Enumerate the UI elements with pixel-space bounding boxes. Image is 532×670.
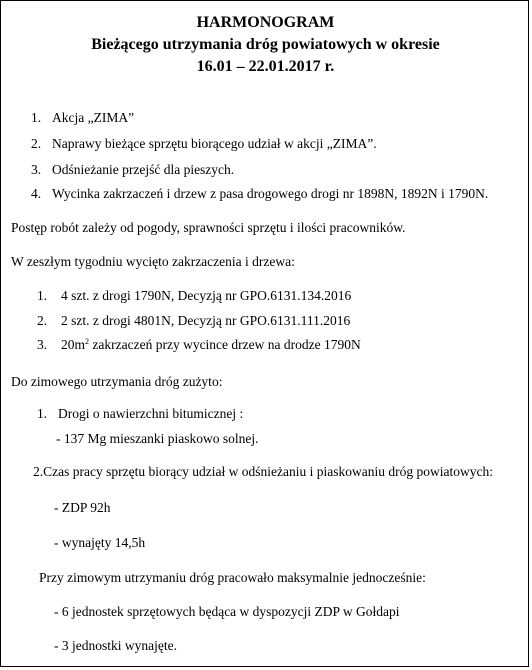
- last-week-item: [61, 337, 361, 353]
- last-week-item: 4 szt. z drogi 1790N, Decyzją nr GPO.6131.134.2016: [61, 288, 352, 303]
- area-description: zakrzaczeń przy wycince drzew na drodze 1790N: [89, 337, 361, 352]
- winter-item-1-detail: - 137 Mg mieszanki piaskowo solnej.: [56, 431, 259, 446]
- simultaneous-units-zdp: - 6 jednostek sprzętowych będąca w dyspozycji ZDP w Gołdapi: [54, 604, 400, 619]
- winter-item-2: 2.Czas pracy sprzętu biorący udział w odśnieżaniu i piaskowaniu dróg powiatowych:: [33, 464, 493, 479]
- document-title: HARMONOGRAM: [196, 14, 335, 31]
- task-number: 1.: [31, 110, 42, 125]
- last-week-number: 1.: [37, 288, 48, 303]
- task-number: 2.: [31, 136, 42, 151]
- task-item: Naprawy bieżące sprzętu biorącego udział w akcji „ZIMA”.: [52, 136, 377, 151]
- document-subtitle: Bieżącego utrzymania dróg powiatowych w okresie: [91, 36, 440, 53]
- last-week-item: 2 szt. z drogi 4801N, Decyzją nr GPO.6131.111.2016: [61, 313, 351, 328]
- task-number: 3.: [31, 162, 42, 177]
- task-item: Wycinka zakrzaczeń i drzew z pasa drogowego drogi nr 1898N, 1892N i 1790N.: [52, 186, 489, 201]
- last-week-intro: W zeszłym tygodniu wycięto zakrzaczenia i drzewa:: [11, 254, 295, 269]
- winter-intro: Do zimowego utrzymania dróg zużyto:: [11, 374, 223, 389]
- task-item: Odśnieżanie przejść dla pieszych.: [52, 162, 235, 177]
- area-value: 20m: [61, 337, 86, 352]
- area-unit-exponent: 2: [85, 337, 90, 346]
- last-week-number: 2.: [37, 313, 48, 328]
- simultaneous-units-rented: - 3 jednostki wynajęte.: [54, 638, 177, 653]
- equipment-hours-rented: - wynajęty 14,5h: [54, 535, 146, 550]
- simultaneous-intro: Przy zimowym utrzymaniu dróg pracowało maksymalnie jednocześnie:: [39, 570, 426, 585]
- task-number: 4.: [31, 186, 42, 201]
- winter-item-1: Drogi o nawierzchni bitumicznej :: [58, 406, 244, 421]
- progress-note: Postęp robót zależy od pogody, sprawności sprzętu i ilości pracowników.: [11, 220, 406, 235]
- document-period: 16.01 – 22.01.2017 r.: [196, 58, 335, 75]
- last-week-number: 3.: [37, 337, 48, 352]
- equipment-hours-zdp: - ZDP 92h: [54, 500, 111, 515]
- winter-item-number: 1.: [37, 406, 48, 421]
- task-item: Akcja „ZIMA”: [52, 110, 135, 125]
